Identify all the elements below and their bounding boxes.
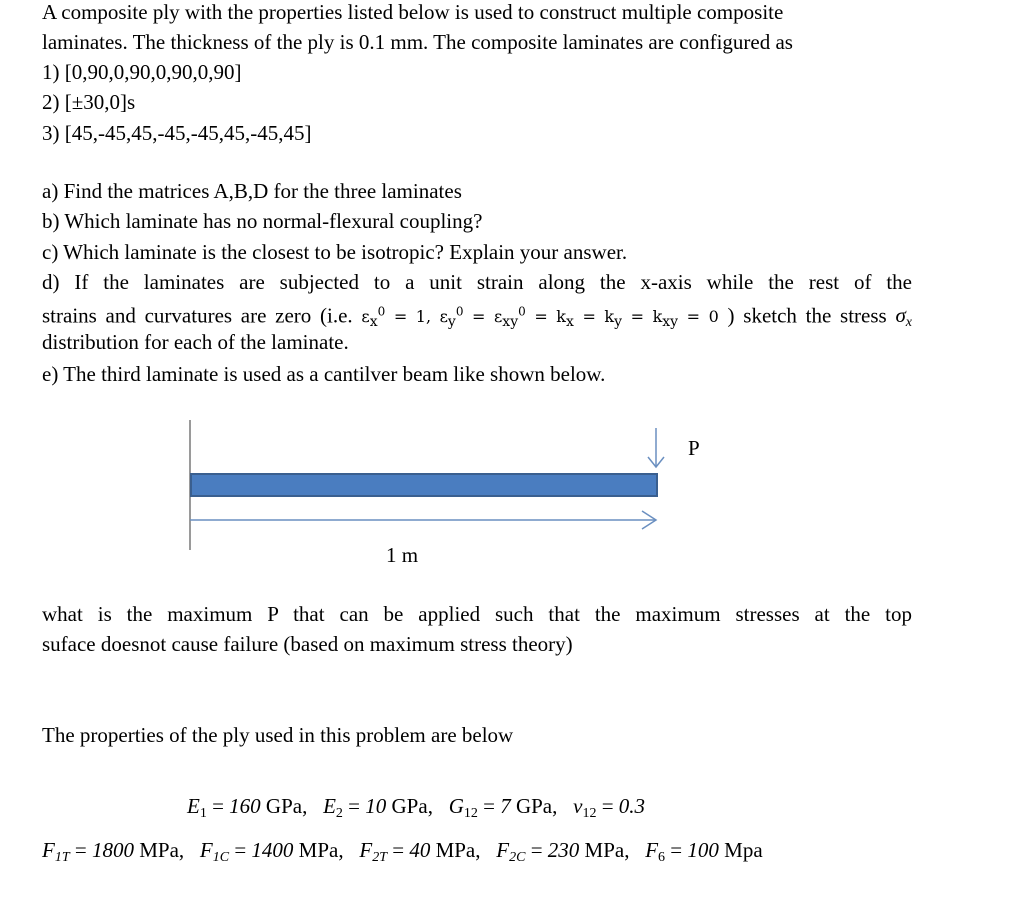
f1c-value: 1400 — [251, 838, 294, 862]
f1t-value: 1800 — [91, 838, 134, 862]
laminate-config-1: 1) [0,90,0,90,0,90,0,90] — [42, 60, 242, 84]
question-c: c) Which laminate is the closest to be isotropic? Explain your answer. — [42, 240, 628, 264]
strain-condition-equation: $\varepsilon_x^0 = 1$, $\varepsilon_y^0 = \varepsilon_{xy}^0 = k_x = k_y = k_{xy} = 0$ — [361, 305, 719, 331]
intro-line-2: laminates. The thickness of the ply is 0.1 mm. The composite laminates are configured as — [42, 30, 793, 54]
question-d-line-1: d) If the laminates are subjected to a unit strain along the x-axis while the rest of the — [42, 270, 912, 294]
e2-unit: GPa — [391, 794, 428, 818]
question-a: a) Find the matrices A,B,D for the three laminates — [42, 179, 462, 203]
question-e: e) The third laminate is used as a cantilver beam like shown below. — [42, 362, 606, 386]
sigma-x-symbol: $\sigma_x$ — [895, 303, 913, 331]
f2t-unit: MPa — [435, 838, 476, 862]
e2-value: 10 — [365, 794, 387, 818]
e1-unit: GPa — [265, 794, 303, 818]
question-b: b) Which laminate has no normal-flexural coupling? — [42, 209, 483, 233]
question-d-line-3: distribution for each of the laminate. — [42, 330, 349, 354]
f2t-value: 40 — [409, 838, 431, 862]
nu12-value: 0.3 — [618, 794, 646, 818]
stiffness-properties: $E_1 = 160$ GPa, $E_2 = 10$ GPa, $G_{12} = 7$ GPa, $\nu_{12} = 0.3$ — [187, 794, 646, 821]
g12-value: 7 — [500, 794, 511, 818]
strength-properties: $F_{1T} = 1800$ MPa, $F_{1C} = 1400$ MPa, $F_{2T} = 40$ MPa, $F_{2C} = 230$ MPa, $F_6 = 100$ Mpa — [42, 838, 763, 865]
question-d-text-post: ) sketch the stress — [727, 303, 887, 328]
load-label: P — [688, 436, 700, 460]
f6-value: 100 — [687, 838, 719, 862]
laminate-config-3: 3) [45,-45,45,-45,-45,45,-45,45] — [42, 121, 312, 145]
f2c-value: 230 — [547, 838, 580, 862]
f6-unit: Mpa — [724, 838, 763, 862]
intro-line-1: A composite ply with the properties listed below is used to construct multiple composite — [42, 0, 784, 24]
f1t-unit: MPa — [139, 838, 179, 862]
f1c-unit: MPa — [298, 838, 339, 862]
followup-line-1: what is the maximum P that can be applied such that the maximum stresses at the top — [42, 602, 912, 626]
g12-unit: GPa — [515, 794, 553, 818]
question-d-text-pre: strains and curvatures are zero (i.e. — [42, 303, 353, 328]
followup-line-2: suface doesnot cause failure (based on maximum stress theory) — [42, 632, 573, 656]
properties-heading: The properties of the ply used in this problem are below — [42, 723, 514, 747]
laminate-config-2: 2) [±30,0]s — [42, 90, 136, 114]
length-label: 1 m — [386, 543, 419, 567]
e1-value: 160 — [229, 794, 261, 818]
f2c-unit: MPa — [584, 838, 625, 862]
beam — [191, 474, 657, 496]
